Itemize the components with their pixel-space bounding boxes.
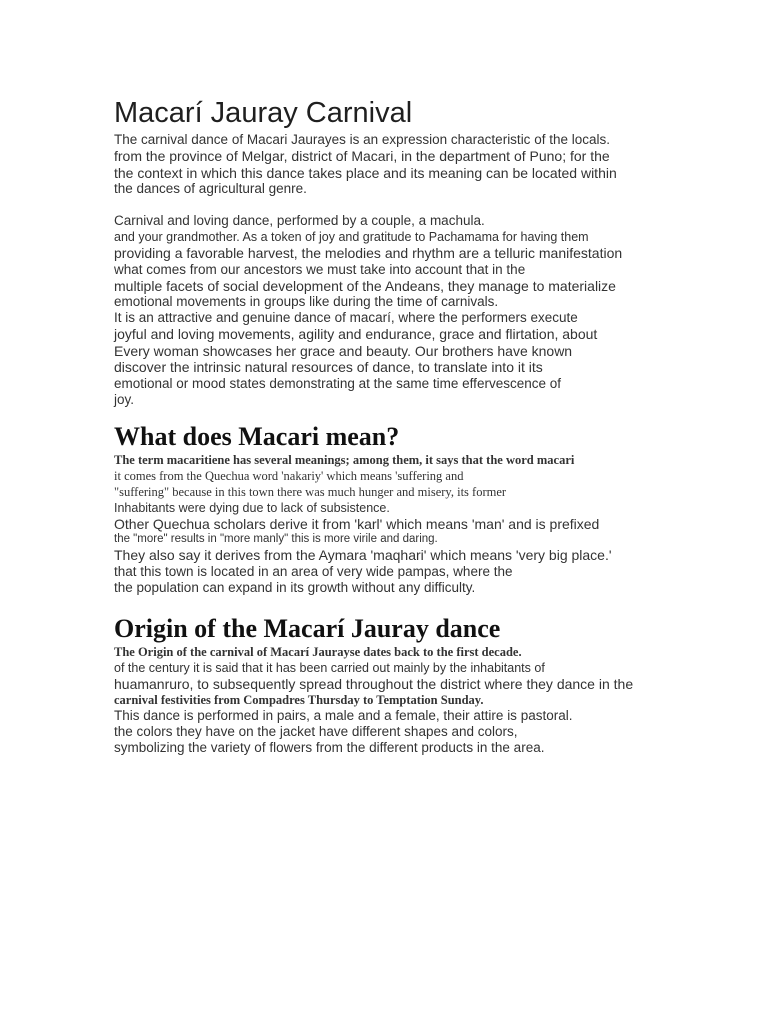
text-line: emotional movements in groups like during the time of carnivals. (114, 294, 499, 309)
text-line: The Origin of the carnival of Macarí Jaurayse dates back to the first decade. (114, 644, 522, 659)
text-line: discover the intrinsic natural resources of dance, to translate into it its (114, 359, 543, 375)
document-page (114, 96, 714, 756)
text-line: It is an attractive and genuine dance of macarí, where the performers execute (114, 310, 578, 325)
text-line: from the province of Melgar, district of Macari, in the department of Puno; for the (114, 148, 610, 164)
text-line: carnival festivities from Compadres Thursday to Temptation Sunday. (114, 693, 484, 707)
document-title: Macarí Jauray Carnival (114, 97, 413, 129)
text-line: that this town is located in an area of very wide pampas, where the (114, 563, 513, 579)
intro-paragraph (114, 132, 714, 197)
text-line: "suffering" because in this town there was much hunger and misery, its former (114, 484, 507, 499)
text-line: This dance is performed in pairs, a male and a female, their attire is pastoral. (114, 708, 573, 723)
text-line: of the century it is said that it has been carried out mainly by the inhabitants of (114, 660, 545, 675)
text-line: Every woman showcases her grace and beauty. Our brothers have known (114, 342, 573, 359)
text-line: and your grandmother. As a token of joy and gratitude to Pachamama for having them (114, 230, 589, 244)
text-line: They also say it derives from the Aymara 'maqhari' which means 'very big place.' (114, 547, 612, 563)
text-line: it comes from the Quechua word 'nakariy' which means 'suffering and (114, 468, 464, 483)
paragraph-gap (114, 197, 714, 213)
text-line: Inhabitants were dying due to lack of subsistence. (114, 500, 390, 515)
text-line: the "more" results in "more manly" this is more virile and daring. (114, 533, 438, 545)
origin-paragraph (114, 644, 714, 757)
text-line: the population can expand in its growth without any difficulty. (114, 579, 476, 595)
text-line: Carnival and loving dance, performed by a couple, a machula. (114, 213, 485, 228)
text-line: emotional or mood states demonstrating at the same time effervescence of (114, 375, 561, 391)
text-line: huamanruro, to subsequently spread throughout the district where they dance in the (114, 675, 634, 692)
text-line: the context in which this dance takes place and its meaning can be located within (114, 164, 617, 181)
text-line: The carnival dance of Macari Jaurayes is an expression characteristic of the locals. (114, 132, 610, 147)
text-line: joy. (114, 391, 135, 407)
text-line: joyful and loving movements, agility and endurance, grace and flirtation, about (114, 326, 598, 342)
text-line: multiple facets of social development of the Andeans, they manage to materialize (114, 277, 616, 294)
meaning-paragraph (114, 452, 714, 596)
text-line: providing a favorable harvest, the melodies and rhythm are a telluric manifestation (114, 245, 623, 261)
text-line: symbolizing the variety of flowers from the different products in the area. (114, 740, 545, 755)
text-line: what comes from our ancestors we must take into account that in the (114, 261, 526, 277)
text-line: Other Quechua scholars derive it from 'karl' which means 'man' and is prefixed (114, 515, 600, 532)
section-heading-meaning: What does Macari mean? (114, 421, 400, 451)
text-line: The term macaritiene has several meanings; among them, it says that the word macari (114, 452, 575, 467)
text-line: the colors they have on the jacket have different shapes and colors, (114, 724, 518, 739)
section-heading-origin: Origin of the Macarí Jauray dance (114, 613, 501, 643)
text-line: the dances of agricultural genre. (114, 181, 307, 196)
description-paragraph (114, 213, 714, 408)
